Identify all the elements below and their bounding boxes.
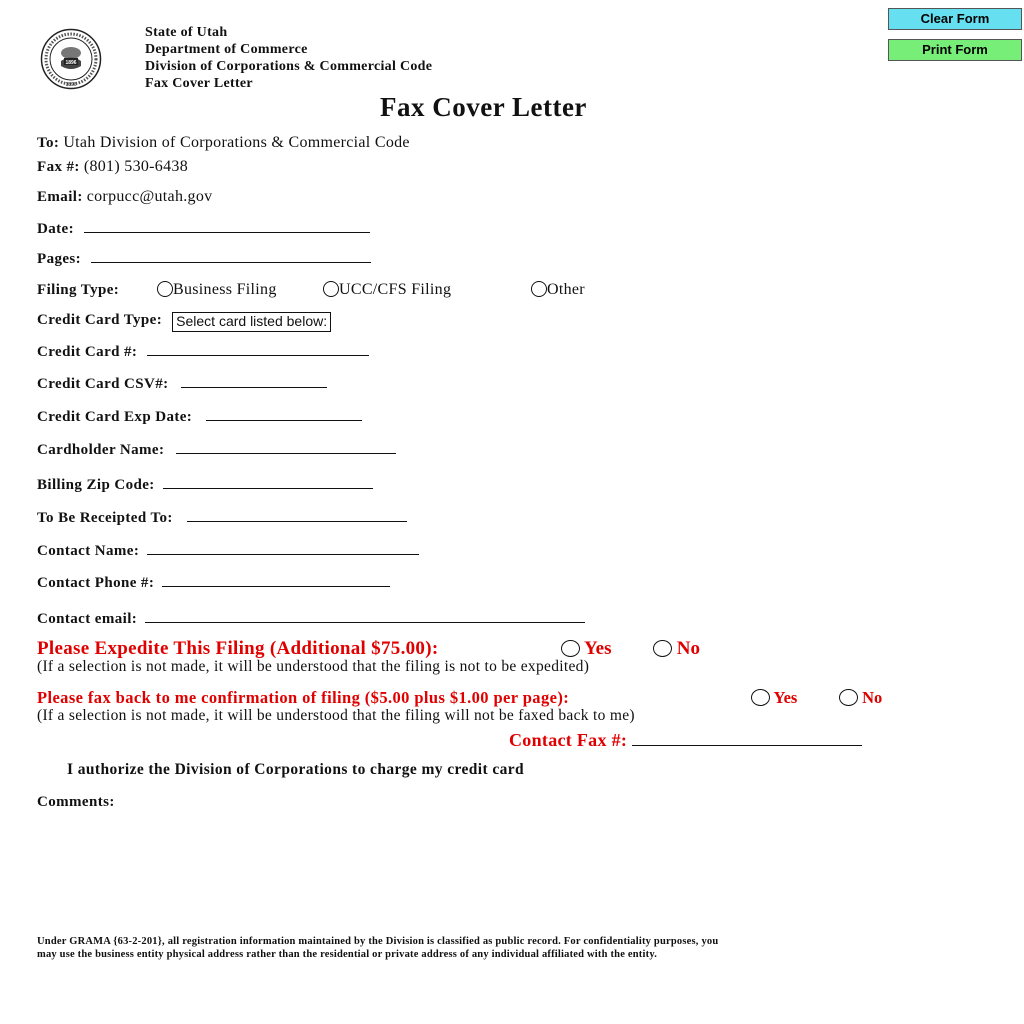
credit-card-csv-field[interactable] [181,373,327,388]
comments-label: Comments: [37,794,115,810]
seal-center-text: 1896 [65,60,77,66]
filing-option-label: Business Filing [173,281,277,298]
credit-card-number-row [37,341,369,361]
page-title: Fax Cover Letter [380,92,587,122]
clear-form-button[interactable]: Clear Form [888,8,1022,30]
contact-fax-field[interactable] [632,731,862,746]
receipted-row [37,507,407,527]
header-department: Department of Commerce [145,42,308,57]
to-label: To: [37,135,60,151]
radio-faxback-yes[interactable] [751,689,770,706]
email-row [37,188,212,206]
comments-field[interactable] [37,816,967,926]
cardholder-label: Cardholder Name: [37,442,165,458]
contact-phone-field[interactable] [162,572,390,587]
faxback-no-option[interactable] [839,688,882,708]
expedite-no-label: No [676,638,700,659]
fax-value: (801) 530-6438 [83,158,188,175]
authorize-statement: I authorize the Division of Corporations to charge my credit card [67,761,525,778]
radio-other-filing[interactable] [531,281,547,297]
expedite-label: Please Expedite This Filing (Additional $75.00): [37,638,439,659]
credit-card-type-label: Credit Card Type: [37,312,163,328]
radio-business-filing[interactable] [157,281,173,297]
email-value: corpucc@utah.gov [86,188,213,205]
receipted-field[interactable] [187,507,407,522]
header-state: State of Utah [145,25,228,40]
faxback-no-label: No [862,688,883,707]
cardholder-field[interactable] [176,439,396,454]
credit-card-exp-label: Credit Card Exp Date: [37,409,193,425]
to-row [37,134,410,152]
cardholder-row [37,439,396,459]
expedite-note: (If a selection is not made, it will be understood that the filing is not to be expedited) [37,658,590,675]
grama-footer [37,935,997,961]
to-value: Utah Division of Corporations & Commercial Code [63,134,410,151]
pages-row [37,248,371,268]
faxback-row [37,688,569,708]
agency-header [145,24,432,92]
date-field[interactable] [84,218,370,233]
seal-year-text: 1896 [65,82,77,88]
faxback-yes-label: Yes [773,688,798,707]
contact-name-label: Contact Name: [37,543,140,559]
credit-card-csv-label: Credit Card CSV#: [37,376,169,392]
filing-option-ucc[interactable] [323,281,451,299]
filing-option-business[interactable] [157,281,277,299]
credit-card-exp-row [37,406,362,426]
billing-zip-label: Billing Zip Code: [37,477,155,493]
billing-zip-row [37,474,373,494]
contact-name-row [37,540,419,560]
contact-email-row [37,608,585,628]
credit-card-csv-row [37,373,327,393]
state-seal-logo [40,28,102,90]
expedite-yes-option[interactable] [561,638,612,660]
faxback-yes-option[interactable] [751,688,797,708]
radio-ucc-filing[interactable] [323,281,339,297]
credit-card-type-select[interactable]: Select card listed below: [172,312,331,332]
faxback-note: (If a selection is not made, it will be understood that the filing will not be faxed back to me) [37,707,635,724]
radio-faxback-no[interactable] [839,689,858,706]
contact-phone-row [37,572,390,592]
radio-expedite-yes[interactable] [561,640,580,657]
contact-name-field[interactable] [147,540,419,555]
contact-fax-label: Contact Fax #: [509,730,628,750]
filing-option-other[interactable] [531,281,585,299]
credit-card-type-row [37,311,331,332]
fax-label: Fax #: [37,159,80,175]
billing-zip-field[interactable] [163,474,373,489]
faxback-label: Please fax back to me confirmation of filing ($5.00 plus $1.00 per page): [37,688,570,707]
email-label: Email: [37,189,83,205]
expedite-no-option[interactable] [653,638,700,660]
print-form-button[interactable]: Print Form [888,39,1022,61]
contact-fax-row [509,730,862,751]
contact-email-label: Contact email: [37,611,138,627]
filing-type-label: Filing Type: [37,282,120,298]
credit-card-number-field[interactable] [147,341,369,356]
footer-line-1: Under GRAMA {63-2-201}, all registration information maintained by the Division is classified as public record. For confidentiality purposes, you [37,936,719,947]
contact-email-field[interactable] [145,608,585,623]
footer-line-2: may use the business entity physical address rather than the residential or private address of any individual affiliated with the entity. [37,949,658,960]
header-division: Division of Corporations & Commercial Code [145,59,433,74]
radio-expedite-no[interactable] [653,640,672,657]
receipted-label: To Be Receipted To: [37,510,173,526]
filing-type-row [37,281,119,299]
pages-label: Pages: [37,251,82,267]
expedite-yes-label: Yes [584,638,612,659]
credit-card-exp-field[interactable] [206,406,362,421]
pages-field[interactable] [91,248,371,263]
fax-row [37,158,188,176]
header-doc-type: Fax Cover Letter [145,76,253,91]
date-label: Date: [37,221,74,237]
filing-option-label: Other [547,281,585,298]
credit-card-number-label: Credit Card #: [37,344,138,360]
expedite-row [37,638,438,660]
filing-option-label: UCC/CFS Filing [339,281,452,298]
contact-phone-label: Contact Phone #: [37,575,155,591]
date-row [37,218,370,238]
